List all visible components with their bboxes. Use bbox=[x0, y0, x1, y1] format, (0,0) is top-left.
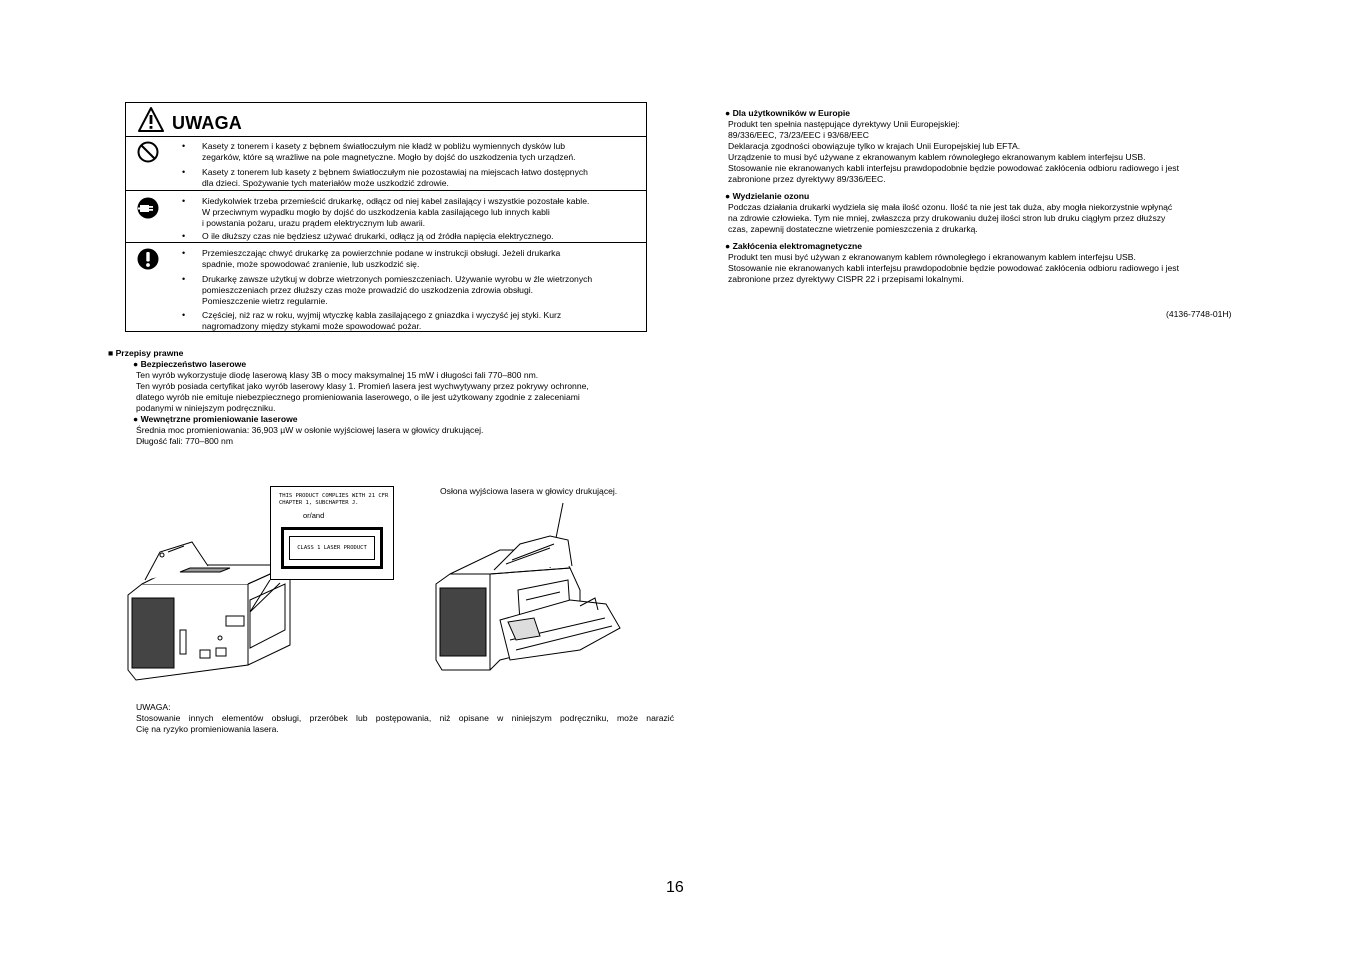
warning-item bbox=[202, 167, 642, 189]
europe-section bbox=[725, 108, 1245, 185]
class-label-frame bbox=[281, 527, 383, 569]
internal-radiation-heading: ● Wewnętrzne promieniowanie laserowe bbox=[133, 414, 298, 424]
warning-item bbox=[202, 310, 642, 332]
warning-item bbox=[202, 196, 642, 229]
label-or: or/and bbox=[303, 511, 325, 520]
warning-text-line: Pomieszczenie wietrz regularnie. bbox=[202, 296, 328, 306]
text-line: Deklaracja zgodności obowiązuje tylko w krajach Unii Europejskiej lub EFTA. bbox=[728, 141, 1021, 151]
laser-label-box bbox=[270, 486, 394, 580]
class-1-laser-label: CLASS 1 LASER PRODUCT bbox=[289, 536, 375, 560]
regulations-heading: ■ Przepisy prawne bbox=[108, 348, 184, 358]
laser-safety-text bbox=[136, 370, 589, 414]
text-line: Urządzenie to musi być używane z ekranowanym kablem równoległego ekranowanym kablem interfejsu USB. bbox=[728, 152, 1146, 162]
text-line: zabronione przez dyrektywy CISPR 22 i przepisami lokalnymi. bbox=[728, 274, 964, 284]
internal-radiation-text bbox=[136, 425, 589, 447]
note-line: Stosowanie innych elementów obsługi, przeróbek lub postępowania, niż opisane w niniejszym podręczniku, może narazić bbox=[136, 713, 674, 723]
text-line: Długość fali: 770–800 nm bbox=[136, 436, 233, 446]
right-column bbox=[725, 108, 1245, 285]
text-line: zabronione przez dyrektywy 89/336/EEC. bbox=[728, 174, 886, 184]
warning-section-exclamation bbox=[126, 243, 646, 331]
warning-text-line: Przemieszczając chwyć drukarkę za powierzchnie podane w instrukcji obsługi. Jeżeli drukarka bbox=[202, 248, 561, 258]
warning-triangle-icon bbox=[137, 106, 165, 133]
emi-heading: ● Zakłócenia elektromagnetyczne bbox=[725, 241, 863, 251]
warning-item bbox=[202, 274, 642, 307]
bullet: • bbox=[182, 196, 186, 206]
text-line: Średnia moc promieniowania: 36,903 µW w osłonie wyjściowej lasera w głowicy drukującej. bbox=[136, 425, 484, 435]
printer-open-illustration bbox=[430, 500, 650, 680]
label-line: CHAPTER 1, SUBCHAPTER J. bbox=[279, 500, 359, 506]
warning-header bbox=[126, 103, 646, 137]
text-line: Produkt ten musi być używan z ekranowanym kablem równoległego i ekranowanym kablem interfejsu USB. bbox=[728, 252, 1136, 262]
text-line: Ten wyrób posiada certyfikat jako wyrób laserowy klasy 1. Promień lasera jest wychwytywany przez pokrywy ochronne, bbox=[136, 381, 589, 391]
warning-text-line: O ile dłuższy czas nie będziesz używać drukarki, odłącz ją od źródła napięcia elektrycznego. bbox=[202, 231, 554, 241]
warning-text-line: Kiedykolwiek trzeba przemieścić drukarkę, odłącz od niej kabel zasilający i wszystkie pozostałe kable. bbox=[202, 196, 590, 206]
page-number: 16 bbox=[666, 879, 684, 896]
warning-text-line: i powstania pożaru, urazu prądem elektrycznym lub awarii. bbox=[202, 218, 426, 228]
bullet: • bbox=[182, 231, 186, 241]
ozone-section bbox=[725, 191, 1245, 235]
warning-item bbox=[202, 141, 642, 163]
text-line: 89/336/EEC, 73/23/EEC i 93/68/EEC bbox=[728, 130, 869, 140]
note-line: Cię na ryzyko promieniowania lasera. bbox=[136, 724, 279, 734]
note-title: UWAGA: bbox=[136, 702, 171, 712]
warning-section-prohibition bbox=[126, 136, 646, 191]
text-line: czas, zapewnij dostateczne wietrzenie pomieszczenia z drukarką. bbox=[728, 224, 978, 234]
text-line: podanymi w niniejszym podręczniku. bbox=[136, 403, 276, 413]
regulations-section bbox=[108, 348, 589, 447]
exclamation-icon bbox=[136, 247, 160, 271]
europe-heading: ● Dla użytkowników w Europie bbox=[725, 108, 851, 118]
unplug-icon bbox=[136, 196, 160, 220]
warning-text-line: Kasety z tonerem lub kasety z bębnem światłoczułym nie pozostawiaj na miejscach łatwo dostępnych bbox=[202, 167, 588, 177]
warning-text-line: Drukarkę zawsze użytkuj w dobrze wietrzonych pomieszczeniach. Używanie wyrobu w źle wietrzonych bbox=[202, 274, 593, 284]
bullet: • bbox=[182, 248, 186, 258]
warning-text-line: Kasety z tonerem i kasety z bębnem światłoczułym nie kładź w pobliżu wymiennych dysków lub bbox=[202, 141, 566, 151]
warning-text-line: Częściej, niż raz w roku, wyjmij wtyczkę kabla zasilającego z gniazdka i wyczyść jej styki. Kurz bbox=[202, 310, 562, 320]
text-line: Ten wyrób wykorzystuje diodę laserową klasy 3B o mocy maksymalnej 15 mW i długości fali 770–800 nm. bbox=[136, 370, 539, 380]
warning-text-line: zegarków, które są wrażliwe na pole magnetyczne. Mogło by dojść do uszkodzenia tych urządzeń. bbox=[202, 152, 576, 162]
text-line: dlatego wyrób nie emituje niebezpiecznego promieniowania laserowego, o ile jest użytkowany zgodnie z zaleceniami bbox=[136, 392, 580, 402]
document-code: (4136-7748-01H) bbox=[1166, 309, 1232, 319]
text-line: Stosowanie nie ekranowanych kabli interfejsu prawdopodobnie będzie powodować zakłócenia odbioru radiowego i jest bbox=[728, 163, 1179, 173]
emi-section bbox=[725, 241, 1245, 285]
laser-safety-heading: ● Bezpieczeństwo laserowe bbox=[133, 359, 247, 369]
laser-note bbox=[136, 702, 674, 735]
warning-box bbox=[125, 102, 647, 332]
bullet: • bbox=[182, 274, 186, 284]
label-text bbox=[279, 493, 388, 507]
ozone-heading: ● Wydzielanie ozonu bbox=[725, 191, 810, 201]
warning-text-line: nagromadzony między stykami może spowodować pożar. bbox=[202, 321, 422, 331]
prohibition-icon bbox=[136, 140, 160, 164]
warning-text-line: spadnie, może spowodować zranienie, lub uszkodzić się. bbox=[202, 259, 420, 269]
bullet: • bbox=[182, 310, 186, 320]
warning-text-line: W przeciwnym wypadku mogło by dojść do uszkodzenia kabla zasilającego lub innych kabli bbox=[202, 207, 550, 217]
text-line: na zdrowie człowieka. Tym nie mniej, zwłaszcza przy drukowaniu dużej ilości stron lub druku ciągłym przez dłuższy bbox=[728, 213, 1166, 223]
bullet: • bbox=[182, 167, 186, 177]
warning-title: UWAGA bbox=[172, 113, 242, 133]
text-line: Produkt ten spełnia następujące dyrektywy Unii Europejskiej: bbox=[728, 119, 960, 129]
warning-text-line: pomieszczeniach przez dłuższy czas może prowadzić do uszkodzenia zdrowia obsługi. bbox=[202, 285, 534, 295]
laser-cover-callout: Osłona wyjściowa lasera w głowicy drukującej. bbox=[440, 486, 618, 496]
bullet: • bbox=[182, 141, 186, 151]
text-line: Stosowanie nie ekranowanych kabli interfejsu prawdopodobnie będzie powodować zakłócenia odbioru radiowego i jest bbox=[728, 263, 1179, 273]
label-line: THIS PRODUCT COMPLIES WITH 21 CFR bbox=[279, 493, 389, 499]
warning-item bbox=[202, 248, 642, 270]
warning-section-unplug bbox=[126, 191, 646, 243]
warning-item bbox=[202, 231, 642, 242]
text-line: Podczas działania drukarki wydziela się mała ilość ozonu. Ilość ta nie jest tak duża, aby mogła niekorzystnie wpłynąć bbox=[728, 202, 1173, 212]
warning-text-line: dla dzieci. Spożywanie tych materiałów może uszkodzić zdrowie. bbox=[202, 178, 449, 188]
